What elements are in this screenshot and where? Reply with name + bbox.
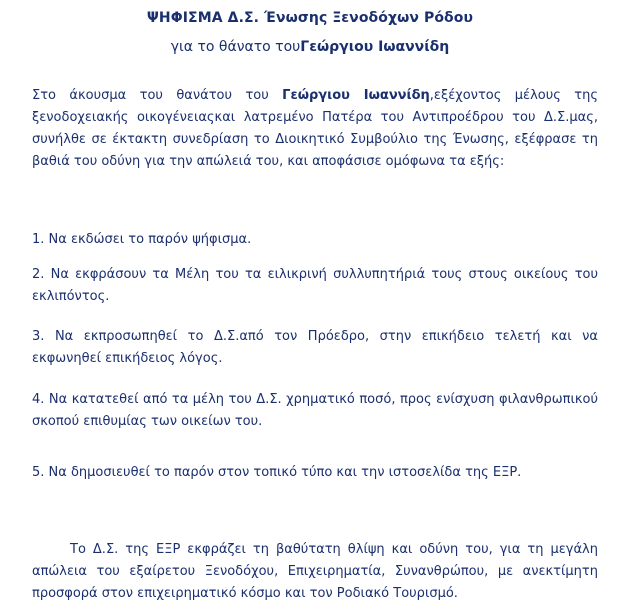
resolution-item-2: 2. Να εκφράσουν τα Μέλη του τα ειλικρινή συλλυπητήριά τους στους οικείους του εκλιπόντος. bbox=[32, 267, 598, 304]
resolution-item-1: 1. Να εκδώσει το παρόν ψήφισμα. bbox=[32, 232, 252, 247]
document-title: ΨΗΦΙΣΜΑ Δ.Σ. Ένωσης Ξενοδόχων Ρόδου bbox=[146, 10, 474, 26]
intro-after-name: ,εξέχοντος μέλους της ξενοδοχειακής οικογένειαςκαι λατρεμένο Πατέρα του Αντιπροέδρου του Δ.Σ.μας, συνήλθε σε έκτακτη συνεδρίαση το Διοικητικό Συμβούλιο της Ένωσης, εξέφρασε τη βαθιά του οδύνη για την απώλειά του, και αποφάσισε ομόφωνα τα εξής: bbox=[32, 88, 598, 169]
intro-paragraph bbox=[32, 85, 598, 173]
closing-paragraph: Το Δ.Σ. της ΕΞΡ εκφράζει τη βαθύτατη θλίψη και οδύνη του, για τη μεγάλη απώλεια του εξαίρετου Ξενοδόχου, Επιχειρηματία, Συνανθρώπου, με ανεκτίμητη προσφορά στον επιχειρηματικό κόσμο και τον Ροδιακό Τουρισμό. bbox=[32, 542, 598, 601]
subtitle-prefix: για το θάνατο του bbox=[170, 39, 301, 55]
document-subtitle bbox=[0, 39, 620, 55]
subtitle-name: Γεώργιου Ιωαννίδη bbox=[300, 39, 450, 55]
resolution-item-3: 3. Να εκπροσωπηθεί το Δ.Σ.από τον Πρόεδρο, στην επικήδειο τελετή και να εκφωνηθεί επικήδειος λόγος. bbox=[32, 329, 598, 366]
resolution-item-5: 5. Να δημοσιευθεί το παρόν στον τοπικό τύπο και την ιστοσελίδα της ΕΞΡ. bbox=[32, 465, 522, 480]
resolution-item-4: 4. Να κατατεθεί από τα μέλη του Δ.Σ. χρηματικό ποσό, προς ενίσχυση φιλανθρωπικού σκοπού επιθυμίας των οικείων του. bbox=[32, 392, 598, 429]
intro-before-name: Στο άκουσμα του θανάτου του bbox=[32, 88, 283, 103]
intro-name: Γεώργιου Ιωαννίδη bbox=[282, 88, 430, 103]
